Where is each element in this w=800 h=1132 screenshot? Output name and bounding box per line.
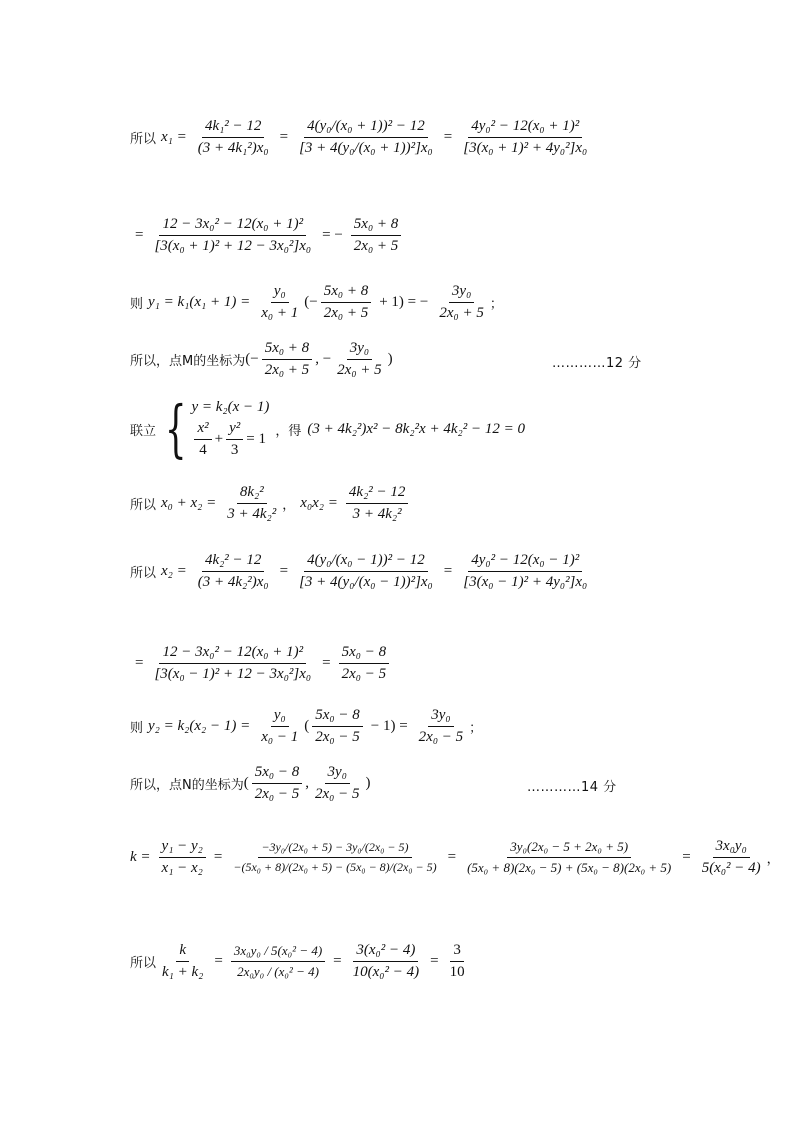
denominator: 2x₀ + 5 [264, 362, 310, 378]
equals-sign: = [333, 953, 342, 969]
equation-x2-simplified [130, 644, 690, 683]
fraction [460, 552, 590, 591]
fraction [321, 283, 372, 322]
vieta-relations [130, 484, 690, 523]
fraction [195, 118, 272, 157]
numerator: 4(y₀/(x₀ − 1))² − 12 [304, 552, 428, 572]
denominator: 2x₀ + 5 [439, 305, 484, 321]
numerator: 4k₁² − 12 [202, 118, 265, 138]
fraction [258, 707, 301, 746]
equation-x1 [130, 118, 690, 157]
fraction [231, 943, 325, 980]
numerator: 3y₀ [347, 340, 372, 360]
numerator: 5x₀ + 8 [321, 283, 372, 303]
equals-sign: = [135, 655, 144, 671]
paren-text: (− [304, 294, 318, 310]
equation-x2 [130, 552, 690, 591]
equals-sign: = [213, 849, 223, 865]
prefix-text: 则 [130, 721, 144, 736]
denominator: x₀ − 1 [261, 729, 299, 745]
denominator: 10 [449, 964, 465, 980]
fraction [312, 707, 363, 746]
denominator: [3(x₀ − 1)² + 12 − 3x₀²]x₀ [154, 666, 312, 682]
prefix-text: 所以 [130, 956, 157, 971]
numerator: 3 [450, 942, 464, 962]
fraction [346, 484, 409, 523]
fraction [699, 838, 764, 877]
denominator: x₀ + 1 [261, 305, 299, 321]
paren-text: ) [365, 775, 371, 791]
denominator: k₁ + k₂ [162, 964, 204, 980]
denominator: 5(x₀² − 4) [701, 860, 761, 876]
fraction [226, 420, 243, 459]
numerator: y² [226, 420, 243, 440]
system-row-2 [191, 420, 269, 459]
lhs: y₁ = k₁(x₁ + 1) = [148, 294, 251, 310]
fraction [350, 942, 422, 981]
numerator: 3x₀y₀ [713, 838, 750, 858]
prefix-text: 则 [130, 297, 144, 312]
fraction [252, 764, 303, 803]
separator-text: , − [315, 351, 332, 367]
numerator: 4y₀² − 12(x₀ − 1)² [468, 552, 582, 572]
numerator: 4y₀² − 12(x₀ + 1)² [468, 118, 582, 138]
equation-x1-simplified [130, 216, 690, 255]
denominator: −(5x₀ + 8)/(2x₀ + 5) − (5x₀ − 8)/(2x₀ − 5) [233, 860, 437, 874]
lhs: y₂ = k₂(x₂ − 1) = [148, 718, 251, 734]
denominator: [3(x₀ + 1)² + 12 − 3x₀²]x₀ [154, 238, 312, 254]
denominator: 2x₀ + 5 [323, 305, 369, 321]
equation-y2 [130, 707, 690, 746]
numerator: 12 − 3x₀² − 12(x₀ + 1)² [159, 216, 306, 236]
slope-k-equation [130, 838, 780, 877]
fraction [436, 283, 487, 322]
denominator: 2x₀ − 5 [418, 729, 464, 745]
numerator: y₀ [271, 707, 289, 727]
separator-text: , [305, 775, 309, 791]
numerator: 8k₂² [237, 484, 267, 504]
denominator: (3 + 4k₂²)x₀ [197, 574, 269, 590]
fraction [464, 839, 674, 876]
operator-text: − 1) = [370, 718, 408, 734]
fraction [334, 340, 385, 379]
lhs: x₁ = [161, 129, 187, 145]
denominator: 3 + 4k₂² [352, 506, 402, 522]
fraction [312, 764, 363, 803]
equals-sign: = [430, 953, 439, 969]
equals-sign: = [682, 849, 691, 865]
denominator: 3 [230, 442, 239, 458]
denominator: 2x₀y₀ / (x₀² − 4) [237, 964, 319, 979]
system-rows [191, 399, 269, 459]
semicolon: ； [489, 297, 503, 312]
numerator: −3y₀/(2x₀ + 5) − 3y₀/(2x₀ − 5) [258, 840, 411, 858]
paren-text: (− [245, 351, 259, 367]
equals-sign: = [279, 129, 289, 145]
numerator: 5x₀ − 8 [252, 764, 303, 784]
denominator: [3(x₀ − 1)² + 4y₀²]x₀ [463, 574, 588, 590]
fraction [460, 118, 590, 157]
lhs: x₀x₂ = [300, 495, 338, 511]
numerator: 3x₀y₀ / 5(x₀² − 4) [231, 943, 325, 962]
separator-text: ， [282, 498, 296, 513]
fraction [296, 118, 436, 157]
equals-sign: = [214, 953, 223, 969]
numerator: 3y₀ [428, 707, 453, 727]
fraction [151, 644, 314, 683]
semicolon: ； [469, 721, 483, 736]
numerator: 3y₀ [449, 283, 474, 303]
denominator: (5x₀ + 8)(2x₀ − 5) + (5x₀ − 8)(2x₀ + 5) [467, 860, 672, 875]
paren-text: ( [304, 718, 310, 734]
numerator: 4k₂² − 12 [346, 484, 409, 504]
ratio-result [130, 942, 690, 981]
score-marker: …………14 分 [527, 780, 617, 795]
numerator: 4k₂² − 12 [202, 552, 265, 572]
comma: ， [766, 852, 780, 867]
fraction [230, 840, 439, 875]
denominator: 2x₀ + 5 [353, 238, 399, 254]
numerator: 3y₀ [325, 764, 350, 784]
equals-minus: = − [322, 227, 343, 243]
lhs: x₀ + x₂ = [161, 495, 217, 511]
denominator: (3 + 4k₁²)x₀ [197, 140, 269, 156]
prefix-text: 所以 [130, 132, 157, 147]
equals-sign: = [279, 563, 289, 579]
denominator: [3(x₀ + 1)² + 4y₀²]x₀ [463, 140, 588, 156]
numerator: 5x₀ + 8 [351, 216, 402, 236]
fraction [351, 216, 402, 255]
denominator: 4 [199, 442, 207, 458]
numerator: y₀ [271, 283, 289, 303]
score-marker: …………12 分 [552, 356, 642, 371]
connector-text: ，得 [275, 423, 302, 439]
numerator: 3y₀(2x₀ − 5 + 2x₀ + 5) [507, 839, 631, 858]
statement-text: 所以，点N的坐标为 [130, 778, 244, 793]
lhs: x₂ = [161, 563, 187, 579]
denominator: 3 + 4k₂² [227, 506, 277, 522]
plus-sign: + [214, 431, 224, 447]
fraction [151, 216, 314, 255]
denominator: 10(x₀² − 4) [352, 964, 420, 980]
statement-text: 所以，点M的坐标为 [130, 354, 246, 369]
numerator: x² [194, 420, 211, 440]
denominator: 2x₀ − 5 [341, 666, 387, 682]
system-row-1: y = k₂(x − 1) [191, 399, 270, 415]
fraction [224, 484, 279, 523]
equals-sign: = [443, 129, 453, 145]
fraction [194, 420, 211, 459]
numerator: k [176, 942, 189, 962]
numerator: 3(x₀² − 4) [353, 942, 418, 962]
fraction [159, 942, 206, 981]
equation-y1 [130, 283, 690, 322]
fraction [262, 340, 313, 379]
numerator: 5x₀ − 8 [312, 707, 363, 727]
equals-sign: = [443, 563, 453, 579]
row-end: = 1 [246, 431, 266, 447]
numerator: 5x₀ + 8 [262, 340, 313, 360]
fraction [159, 838, 206, 877]
denominator: 2x₀ − 5 [314, 786, 360, 802]
brace-icon: { [164, 392, 187, 465]
equals-sign: = [135, 227, 144, 243]
fraction [416, 707, 467, 746]
denominator: [3 + 4(y₀/(x₀ − 1))²]x₀ [299, 574, 433, 590]
denominator: 2x₀ − 5 [254, 786, 300, 802]
numerator: 4(y₀/(x₀ + 1))² − 12 [304, 118, 428, 138]
fraction [258, 283, 301, 322]
fraction [447, 942, 468, 981]
lhs: k = [130, 849, 151, 865]
numerator: y₁ − y₂ [159, 838, 206, 858]
numerator: 5x₀ − 8 [339, 644, 390, 664]
prefix-text: 所以 [130, 566, 157, 581]
fraction [296, 552, 436, 591]
paren-text: ( [243, 775, 249, 791]
denominator: x₁ − x₂ [161, 860, 203, 876]
numerator: 12 − 3x₀² − 12(x₀ + 1)² [159, 644, 306, 664]
prefix-text: 联立 [130, 423, 157, 439]
paren-text: ) [387, 351, 393, 367]
system-of-equations [130, 392, 690, 465]
fraction [339, 644, 390, 683]
equals-sign: = [322, 655, 331, 671]
denominator: 2x₀ + 5 [337, 362, 382, 378]
equals-sign: = [447, 849, 457, 865]
prefix-text: 所以 [130, 498, 157, 513]
quadratic-result: (3 + 4k₂²)x² − 8k₂²x + 4k₂² − 12 = 0 [307, 420, 525, 437]
denominator: [3 + 4(y₀/(x₀ + 1))²]x₀ [299, 140, 433, 156]
equation-system [156, 392, 270, 465]
fraction [195, 552, 272, 591]
denominator: 2x₀ − 5 [315, 729, 360, 745]
operator-text: + 1) = − [379, 294, 429, 310]
